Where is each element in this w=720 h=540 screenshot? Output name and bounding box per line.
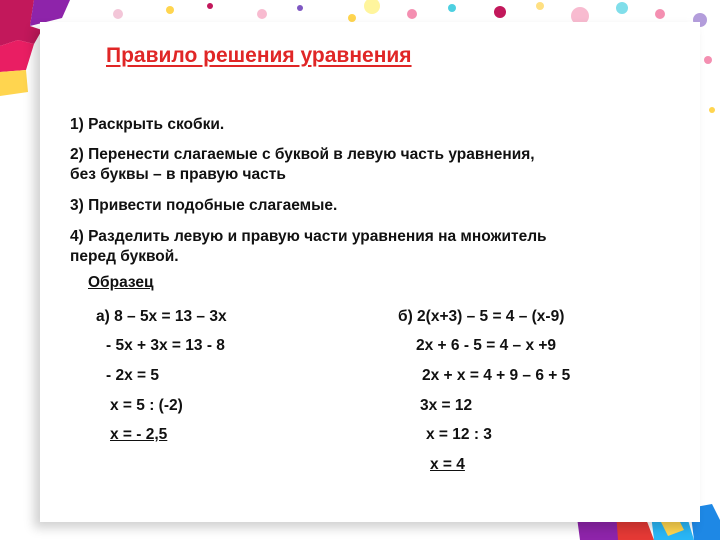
example-b-line-5: х = 12 : 3 [426, 426, 492, 443]
example-b-line-2: 2х + 6 - 5 = 4 – х +9 [416, 337, 557, 354]
sample-heading: Образец [88, 274, 154, 291]
rule-step-2: 2) Перенести слагаемые с буквой в левую часть уравнения, [70, 146, 535, 163]
example-b-line-1: б) 2(х+3) – 5 = 4 – (х-9) [398, 308, 565, 325]
rule-step-2-continued: без буквы – в правую часть [70, 166, 286, 183]
rule-step-4-continued: перед буквой. [70, 248, 179, 265]
slide-title: Правило решения уравнения [106, 44, 412, 67]
example-a-answer: х = - 2,5 [110, 426, 168, 443]
example-a-line-2: - 5х + 3х = 13 - 8 [106, 337, 225, 354]
rule-step-4: 4) Разделить левую и правую части уравнения на множитель [70, 228, 547, 245]
example-b-line-4: 3х = 12 [420, 397, 473, 414]
rule-step-3: 3) Привести подобные слагаемые. [70, 197, 338, 214]
example-a-line-4: х = 5 : (-2) [110, 397, 183, 414]
example-b-line-3: 2х + х = 4 + 9 – 6 + 5 [422, 367, 571, 384]
content-panel [40, 22, 700, 522]
rule-step-1: 1) Раскрыть скобки. [70, 116, 225, 133]
example-a-line-3: - 2х = 5 [106, 367, 159, 384]
example-a-line-1: а) 8 – 5х = 13 – 3х [96, 308, 227, 325]
example-b-answer: х = 4 [430, 456, 465, 473]
